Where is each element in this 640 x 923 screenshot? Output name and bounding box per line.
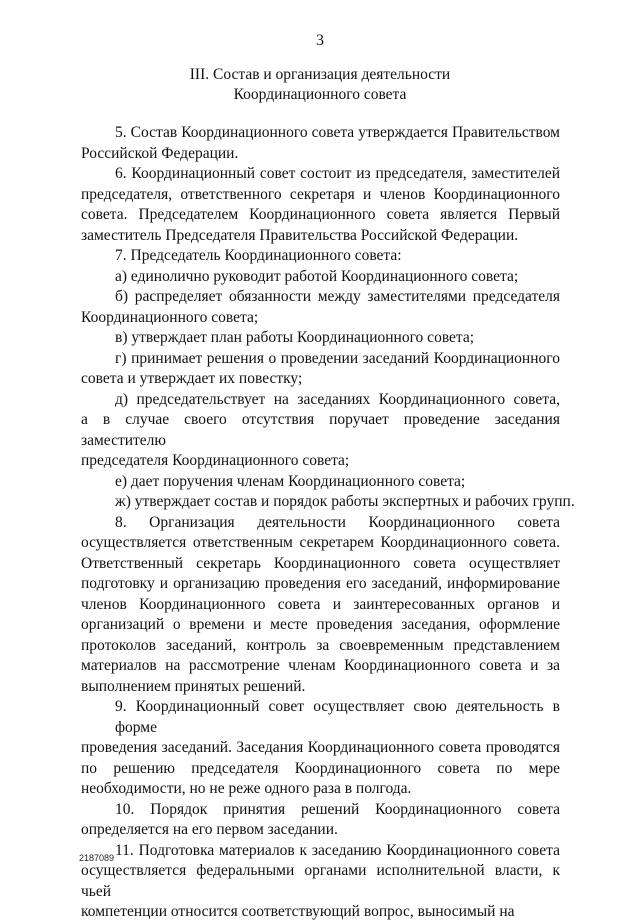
paragraph-line: материалов на рассмотрение членам Координационного совета и за — [81, 657, 560, 674]
paragraph-line: проведения заседаний. Заседания Координационного совета проводятся — [81, 739, 560, 756]
paragraph — [81, 246, 560, 267]
paragraph — [81, 287, 560, 328]
paragraph-line: выполнением принятых решений. — [81, 677, 306, 695]
paragraph — [81, 472, 560, 493]
paragraph — [81, 492, 575, 513]
section-heading-line-1: III. Состав и организация деятельности — [189, 66, 451, 83]
paragraph-line: 8. Организация деятельности Координационного совета — [115, 513, 560, 531]
paragraph-line: 10. Порядок принятия решений Координационного совета — [115, 800, 560, 818]
paragraph — [81, 390, 560, 472]
paragraph-line: д) председательствует на заседаниях Координационного совета, — [115, 390, 560, 408]
page-number: 3 — [316, 32, 324, 49]
paragraph — [81, 800, 560, 841]
paragraph-line: Ответственный секретарь Координационного совета осуществляет — [81, 554, 560, 572]
section-heading — [0, 65, 640, 105]
section-heading-line-2: Координационного совета — [233, 86, 407, 103]
paragraph-line: 11. Подготовка материалов к заседанию Координационного совета — [115, 841, 560, 859]
paragraph-line: необходимости, но не реже одного раза в полгода. — [81, 780, 412, 797]
paragraph-line: 5. Состав Координационного совета утверждается Правительством — [115, 124, 560, 141]
paragraph-line: е) дает поручения членам Координационного совета; — [115, 472, 466, 490]
paragraph-line: осуществляется федеральными органами исполнительной власти, к чьей — [81, 862, 560, 900]
paragraph-line: а) единолично руководит работой Координационного совета; — [115, 267, 519, 285]
paragraph — [81, 841, 560, 923]
paragraph-line: компетенции относится соответствующий вопрос, выносимый на — [81, 903, 515, 920]
paragraph-line: 7. Председатель Координационного совета: — [115, 247, 402, 264]
paragraph-line: Российской Федерации. — [81, 144, 239, 162]
paragraph — [81, 349, 560, 390]
paragraph-line: осуществляется ответственным секретарем Координационного совета. — [81, 534, 560, 551]
paragraph-line: б) распределяет обязанности между заместителями председателя — [115, 288, 560, 305]
paragraph — [81, 164, 560, 246]
paragraph — [81, 697, 560, 800]
paragraph-line: по решению председателя Координационного совета по мере — [81, 759, 560, 777]
paragraph — [81, 123, 560, 164]
document-code: 2187089 — [79, 853, 115, 863]
paragraph-line: членов Координационного совета и заинтересованных органов и — [81, 595, 560, 613]
paragraph-line: председателя Координационного совета; — [81, 452, 350, 469]
paragraph-line: совета. Председателем Координационного совета является Первый — [81, 206, 560, 223]
paragraph-line: определяется на его первом заседании. — [81, 821, 338, 838]
paragraph-line: г) принимает решения о проведении заседаний Координационного — [115, 349, 560, 367]
paragraph-line: подготовку и организацию проведения его заседаний, информирование — [81, 575, 560, 592]
paragraph-line: Координационного совета; — [81, 308, 259, 326]
paragraph — [81, 513, 560, 698]
document-body — [81, 123, 575, 923]
paragraph-line: совета и утверждает их повестку; — [81, 370, 303, 387]
paragraph-line: протоколов заседаний, контроль за своевременным представлением — [81, 636, 560, 654]
paragraph-line: заместитель Председателя Правительства Российской Федерации. — [81, 226, 519, 244]
paragraph-line: 6. Координационный совет состоит из председателя, заместителей — [115, 165, 560, 182]
paragraph-line: организаций о времени и месте проведения заседания, оформление — [81, 616, 560, 633]
paragraph — [81, 328, 560, 349]
paragraph — [81, 267, 560, 288]
paragraph-line: ж) утверждает состав и порядок работы экспертных и рабочих групп. — [115, 493, 575, 510]
paragraph-line: 9. Координационный совет осуществляет свою деятельность в форме — [115, 698, 560, 736]
paragraph-line: а в случае своего отсутствия поручает проведение заседания заместителю — [81, 411, 560, 449]
paragraph-line: председателя, ответственного секретаря и членов Координационного — [81, 185, 560, 203]
paragraph-line: в) утверждает план работы Координационного совета; — [115, 329, 475, 346]
